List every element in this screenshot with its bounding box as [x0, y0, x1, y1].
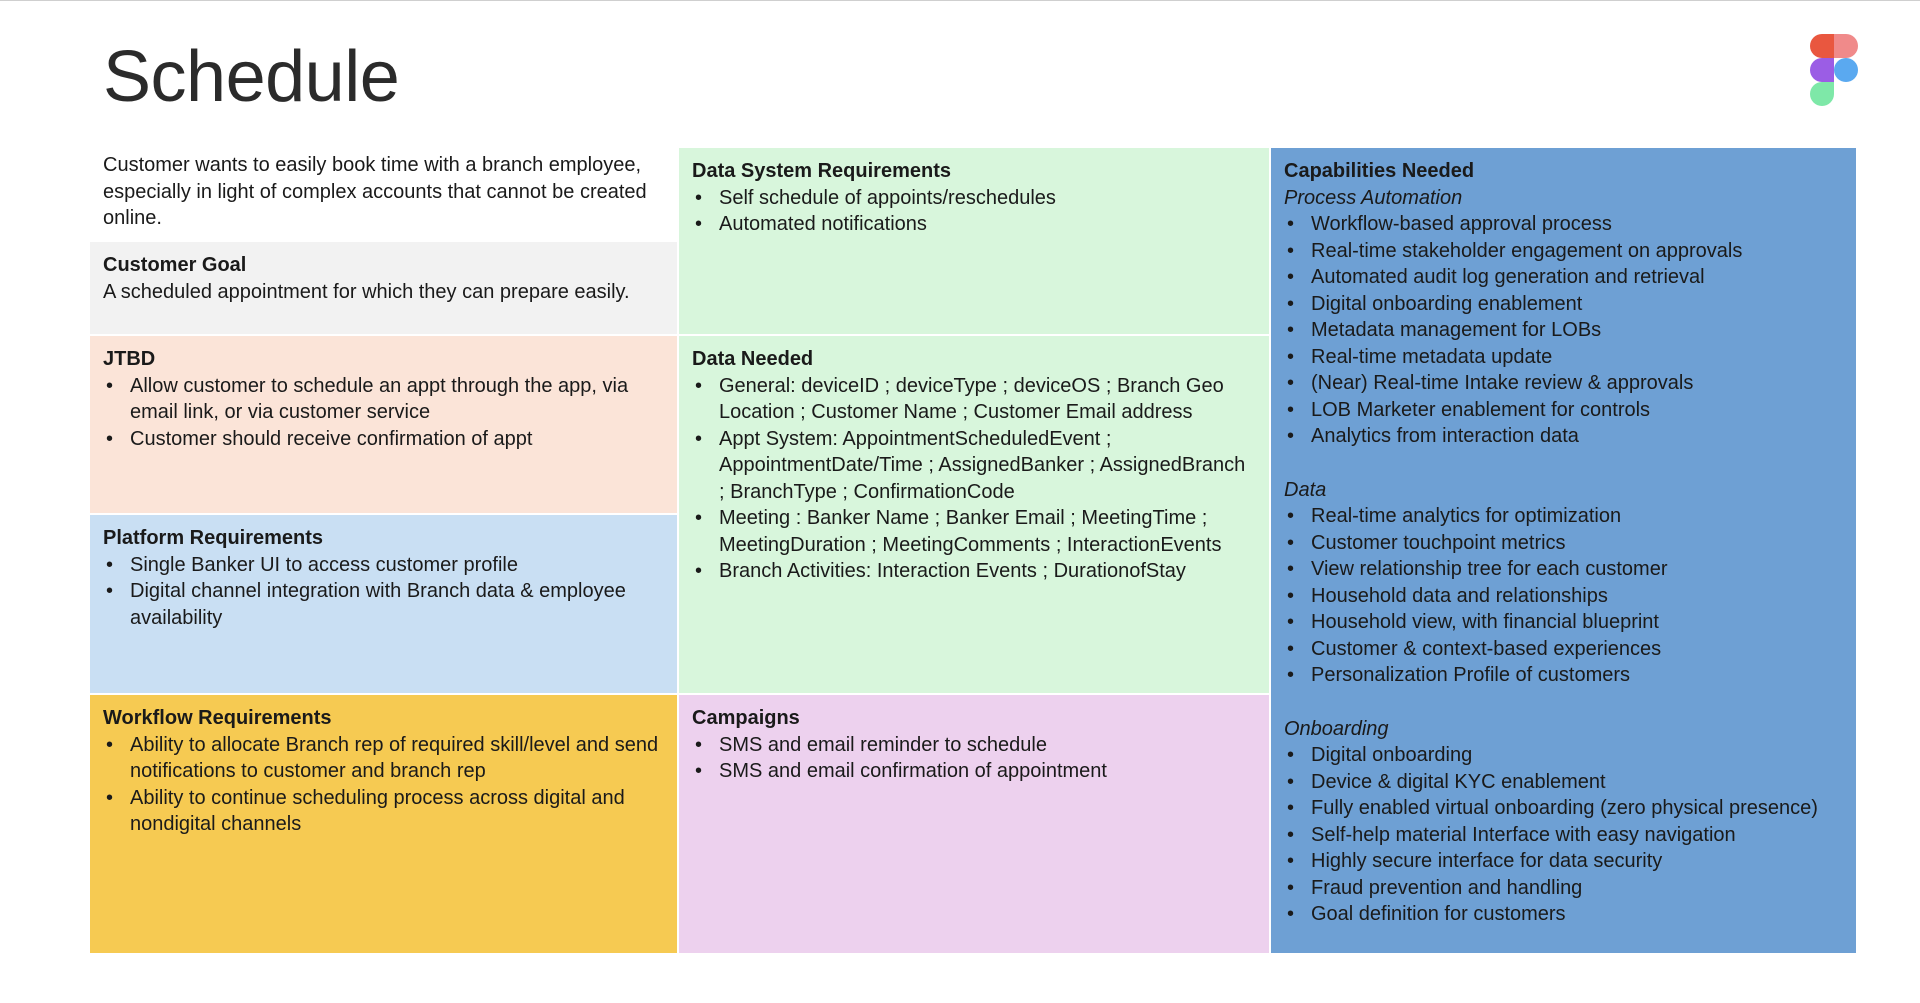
process-automation-subheading: Process Automation	[1284, 186, 1463, 209]
list-item: • Household data and relationships	[1284, 583, 1843, 610]
workflow-requirements-heading: Workflow Requirements	[103, 707, 332, 729]
list-item: • Digital channel integration with Branch data & employee availability	[103, 578, 664, 631]
list-item: • Self schedule of appoints/reschedules	[692, 185, 1256, 212]
list-item: • Personalization Profile of customers	[1284, 662, 1843, 689]
list-item: • SMS and email reminder to schedule	[692, 732, 1256, 759]
list-item: • Real-time analytics for optimization	[1284, 503, 1843, 530]
campaigns-cell	[679, 695, 1269, 953]
workflow-requirements-list	[103, 732, 664, 838]
list-item: • Single Banker UI to access customer profile	[103, 552, 664, 579]
list-item: • Fraud prevention and handling	[1284, 875, 1843, 902]
data-capabilities-list	[1284, 503, 1843, 689]
list-item: • Customer touchpoint metrics	[1284, 530, 1843, 557]
workflow-requirements-cell	[90, 695, 677, 953]
list-item: • Digital onboarding	[1284, 742, 1843, 769]
jtbd-heading: JTBD	[103, 348, 156, 370]
platform-requirements-heading: Platform Requirements	[103, 527, 324, 549]
list-item: • (Near) Real-time Intake review & approvals	[1284, 370, 1843, 397]
list-item: • Workflow-based approval process	[1284, 211, 1843, 238]
data-needed-cell	[679, 336, 1269, 693]
page-title: Schedule	[103, 37, 400, 117]
data-subheading: Data	[1284, 478, 1327, 501]
onboarding-subheading: Onboarding	[1284, 717, 1389, 740]
campaigns-heading: Campaigns	[692, 707, 800, 729]
list-item: • Ability to continue scheduling process across digital and nondigital channels	[103, 785, 664, 838]
data-needed-list	[692, 373, 1256, 585]
jtbd-list	[103, 373, 664, 453]
list-item: • Household view, with financial blueprint	[1284, 609, 1843, 636]
list-item: • Fully enabled virtual onboarding (zero physical presence)	[1284, 795, 1843, 822]
intro-text: Customer wants to easily book time with a branch employee, especially in light of complex accounts that cannot be created online.	[103, 154, 647, 229]
data-needed-heading: Data Needed	[692, 348, 814, 370]
data-system-requirements-list	[692, 185, 1256, 238]
list-item: • LOB Marketer enablement for controls	[1284, 397, 1843, 424]
list-item: • Automated audit log generation and retrieval	[1284, 264, 1843, 291]
list-item: • Digital onboarding enablement	[1284, 291, 1843, 318]
list-item: • Metadata management for LOBs	[1284, 317, 1843, 344]
list-item: • Real-time stakeholder engagement on approvals	[1284, 238, 1843, 265]
list-item: • Branch Activities: Interaction Events ; DurationofStay	[692, 558, 1256, 585]
customer-goal-heading: Customer Goal	[103, 254, 247, 276]
capabilities-needed-cell	[1271, 148, 1856, 953]
list-item: • Self-help material Interface with easy navigation	[1284, 822, 1843, 849]
list-item: • SMS and email confirmation of appointment	[692, 758, 1256, 785]
list-item: • Allow customer to schedule an appt through the app, via email link, or via customer service	[103, 373, 664, 426]
data-system-requirements-cell	[679, 148, 1269, 334]
list-item: • Automated notifications	[692, 211, 1256, 238]
list-item: • General: deviceID ; deviceType ; deviceOS ; Branch Geo Location ; Customer Name ; Customer Email address	[692, 373, 1256, 426]
process-automation-list	[1284, 211, 1843, 450]
platform-requirements-list	[103, 552, 664, 632]
list-item: • Goal definition for customers	[1284, 901, 1843, 928]
jtbd-cell	[90, 336, 677, 513]
capabilities-needed-heading: Capabilities Needed	[1284, 160, 1475, 182]
list-item: • View relationship tree for each customer	[1284, 556, 1843, 583]
onboarding-list	[1284, 742, 1843, 928]
campaigns-list	[692, 732, 1256, 785]
figma-logo-icon	[1808, 34, 1860, 114]
list-item: • Customer should receive confirmation of appt	[103, 426, 664, 453]
list-item: • Device & digital KYC enablement	[1284, 769, 1843, 796]
intro-cell	[90, 148, 677, 240]
list-item: • Appt System: AppointmentScheduledEvent ; AppointmentDate/Time ; AssignedBanker ; AssignedBranch ; BranchType ; ConfirmationCode	[692, 426, 1256, 506]
list-item: • Analytics from interaction data	[1284, 423, 1843, 450]
list-item: • Real-time metadata update	[1284, 344, 1843, 371]
list-item: • Customer & context-based experiences	[1284, 636, 1843, 663]
customer-goal-cell	[90, 242, 677, 334]
list-item: • Ability to allocate Branch rep of required skill/level and send notifications to customer and branch rep	[103, 732, 664, 785]
platform-requirements-cell	[90, 515, 677, 693]
list-item: • Meeting : Banker Name ; Banker Email ; MeetingTime ; MeetingDuration ; MeetingComments ; InteractionEvents	[692, 505, 1256, 558]
customer-goal-text: A scheduled appointment for which they can prepare easily.	[103, 280, 630, 303]
list-item: • Highly secure interface for data security	[1284, 848, 1843, 875]
data-system-requirements-heading: Data System Requirements	[692, 160, 951, 182]
